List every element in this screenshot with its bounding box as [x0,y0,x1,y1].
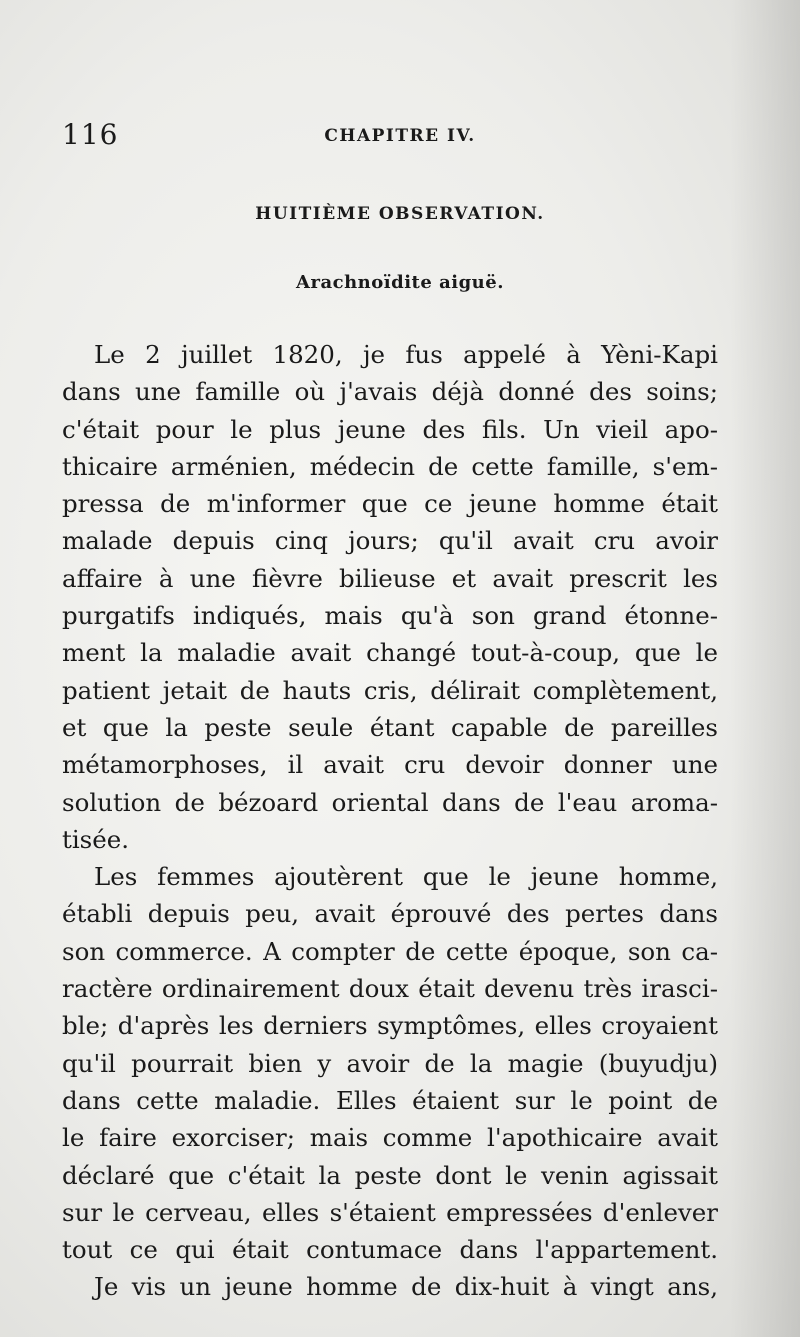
body-text [62,336,718,1306]
text-line: dans cette maladie. Elles étaient sur le point de [62,1085,718,1115]
text-line: affaire à une fièvre bilieuse et avait prescrit les [62,563,718,593]
page-number: 116 [62,118,119,151]
text-line: ble; d'après les derniers symptômes, elles croyaient [62,1011,718,1041]
text-line: son commerce. A compter de cette époque, son ca- [62,936,718,966]
text-line: patient jetait de hauts cris, délirait complètement, [62,675,718,705]
text-line: ment la maladie avait changé tout-à-coup, que le [62,638,718,668]
text-line: sur le cerveau, elles s'étaient empressées d'enlever [62,1197,718,1227]
text-line: Le 2 juillet 1820, je fus appelé à Yèni-Kapi [94,340,718,369]
text-line: tout ce qui était contumace dans l'appartement. [62,1235,718,1265]
running-head: CHAPITRE IV. [324,126,476,146]
text-line: Les femmes ajoutèrent que le jeune homme, [94,862,718,892]
text-line: ractère ordinairement doux était devenu très irasci- [62,974,718,1004]
text-line: tisée. [62,824,130,854]
text-line: pressa de m'informer que ce jeune homme était [62,489,718,519]
text-line: thicaire arménien, médecin de cette famille, s'em- [62,451,718,481]
page-header [62,118,738,158]
text-line: malade depuis cinq jours; qu'il avait cru avoir [62,526,718,556]
text-line: dans une famille où j'avais déjà donné des soins; [62,377,718,407]
text-line: solution de bézoard oriental dans de l'eau aroma- [62,787,718,817]
section-title: HUITIÈME OBSERVATION. [255,204,545,224]
text-line: qu'il pourrait bien y avoir de la magie (buyudju) [62,1048,718,1078]
text-line: déclaré que c'était la peste dont le venin agissait [62,1160,718,1190]
text-line: c'était pour le plus jeune des fils. Un vieil apo- [62,414,718,444]
text-line: métamorphoses, il avait cru devoir donner une [62,750,718,780]
text-line: établi depuis peu, avait éprouvé des pertes dans [62,899,718,929]
text-line: purgatifs indiqués, mais qu'à son grand étonne- [62,601,718,631]
text-line: et que la peste seule étant capable de pareilles [62,712,718,742]
text-line: Je vis un jeune homme de dix-huit à vingt ans, [94,1272,718,1302]
text-line: le faire exorciser; mais comme l'apothicaire avait [62,1123,718,1153]
section-subtitle: Arachnoïdite aiguë. [296,272,504,293]
